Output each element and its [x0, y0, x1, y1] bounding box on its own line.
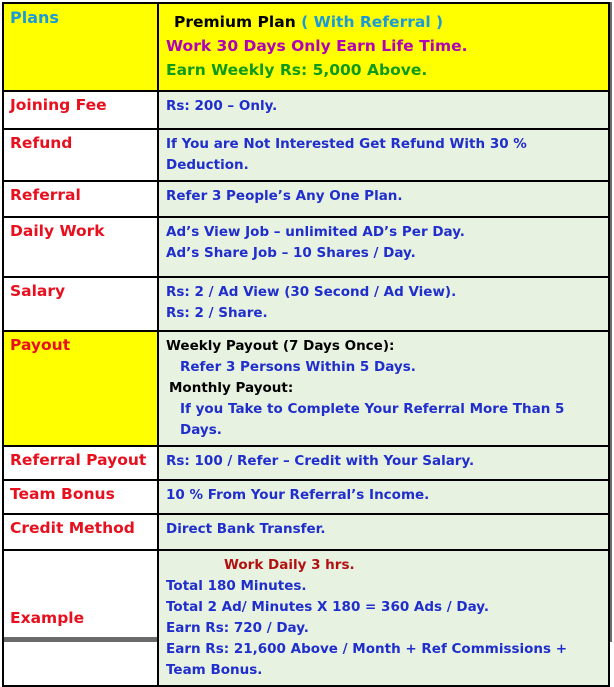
row-referral-payout: [3, 446, 609, 480]
row-salary: [3, 277, 609, 331]
row-joining-fee: [3, 91, 609, 129]
row-payout: [3, 331, 609, 446]
payout-weekly-detail: Refer 3 Persons Within 5 Days.: [180, 359, 416, 375]
plan-table-container: [2, 2, 612, 678]
value-joining-fee: Rs: 200 – Only.: [158, 91, 609, 129]
label-daily-work: Daily Work: [3, 217, 158, 277]
label-payout: Payout: [3, 331, 158, 446]
plan-line-earn: Earn Weekly Rs: 5,000 Above.: [166, 61, 428, 79]
label-joining-fee: Joining Fee: [3, 91, 158, 129]
value-credit-method: Direct Bank Transfer.: [158, 514, 609, 550]
label-team-bonus: Team Bonus: [3, 480, 158, 514]
row-team-bonus: [3, 480, 609, 514]
daily-work-line-2: Ad’s Share Job – 10 Shares / Day.: [166, 245, 416, 261]
payout-weekly-heading: Weekly Payout (7 Days Once):: [166, 338, 395, 354]
example-line-3: Earn Rs: 720 / Day.: [166, 620, 309, 636]
label-credit-method: Credit Method: [3, 514, 158, 550]
value-salary: [158, 277, 609, 331]
salary-line-1: Rs: 2 / Ad View (30 Second / Ad View).: [166, 284, 457, 300]
value-example: [158, 550, 609, 686]
example-line-2: Total 2 Ad/ Minutes X 180 = 360 Ads / Day.: [166, 599, 489, 615]
row-credit-method: [3, 514, 609, 550]
value-referral-payout: Rs: 100 / Refer – Credit with Your Salary.: [158, 446, 609, 480]
plans-header-cell: [3, 3, 158, 91]
row-refund: [3, 129, 609, 181]
row-example: [3, 550, 609, 686]
label-example: Example: [3, 550, 158, 686]
value-team-bonus: 10 % From Your Referral’s Income.: [158, 480, 609, 514]
plan-table: [2, 2, 610, 687]
plan-title: Premium Plan ( With Referral ): [174, 13, 444, 31]
header-row: [3, 3, 609, 91]
example-heading: Work Daily 3 hrs.: [224, 557, 355, 573]
row-daily-work: [3, 217, 609, 277]
value-referral: Refer 3 People’s Any One Plan.: [158, 181, 609, 217]
plan-note: ( With Referral ): [301, 13, 444, 31]
plans-heading: Plans: [10, 8, 59, 27]
value-daily-work: [158, 217, 609, 277]
example-line-4: Earn Rs: 21,600 Above / Month + Ref Commissions + Team Bonus.: [166, 641, 568, 678]
label-referral-payout: Referral Payout: [3, 446, 158, 480]
example-line-1: Total 180 Minutes.: [166, 578, 307, 594]
label-salary: Salary: [3, 277, 158, 331]
payout-monthly-heading: Monthly Payout:: [169, 380, 294, 396]
plan-line-work: Work 30 Days Only Earn Life Time.: [166, 37, 468, 55]
daily-work-line-1: Ad’s View Job – unlimited AD’s Per Day.: [166, 224, 465, 240]
value-refund: If You are Not Interested Get Refund With 30 % Deduction.: [158, 129, 609, 181]
salary-line-2: Rs: 2 / Share.: [166, 305, 268, 321]
payout-monthly-detail: If you Take to Complete Your Referral More Than 5 Days.: [180, 401, 565, 438]
label-referral: Referral: [3, 181, 158, 217]
value-payout: [158, 331, 609, 446]
plan-title-cell: [158, 3, 609, 91]
label-refund: Refund: [3, 129, 158, 181]
row-referral: [3, 181, 609, 217]
